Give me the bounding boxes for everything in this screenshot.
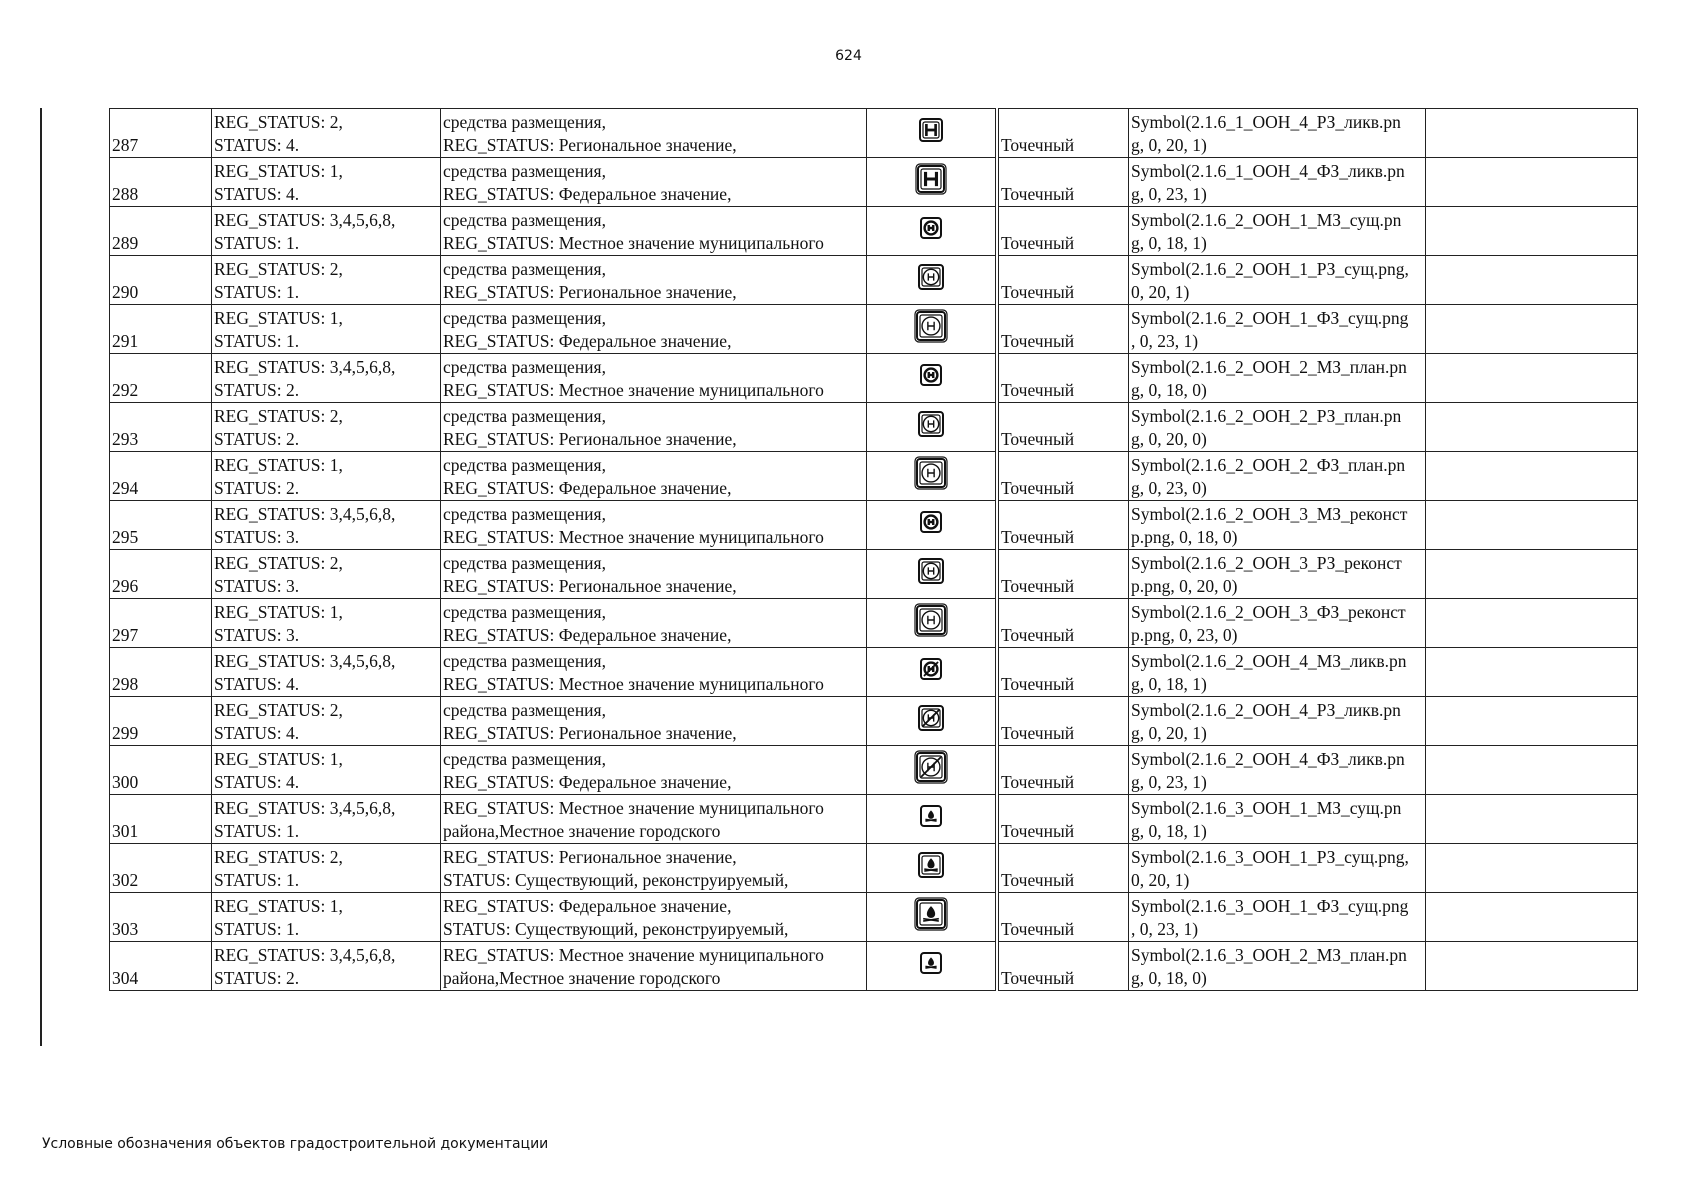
lodging-reconstructed-regional-icon [915, 555, 947, 593]
description-line-1: средства размещения, [443, 259, 606, 279]
description-line-2: REG_STATUS: Региональное значение, [443, 576, 737, 596]
row-number: 290 [110, 256, 212, 305]
geometry-type: Точечный [999, 942, 1129, 991]
lodging-existing-federal-icon [913, 308, 949, 350]
condition-cell [212, 207, 441, 256]
empty-cell [1426, 305, 1638, 354]
condition-line-2: STATUS: 1. [214, 233, 300, 253]
lodging-liquidated-regional-icon [915, 702, 947, 740]
description-line-2: STATUS: Существующий, реконструируемый, [443, 919, 789, 939]
symbol-function-line-2: 0, 20, 1) [1131, 282, 1190, 302]
symbol-cell [867, 256, 996, 305]
symbol-cell [867, 648, 996, 697]
description-line-1: средства размещения, [443, 161, 606, 181]
description-cell [441, 746, 867, 795]
row-number: 304 [110, 942, 212, 991]
empty-cell [1426, 697, 1638, 746]
description-line-2: REG_STATUS: Федеральное значение, [443, 478, 732, 498]
symbol-function-line-1: Symbol(2.1.6_3_ООН_1_ФЗ_сущ.png [1131, 896, 1409, 916]
hotel-liquidated-federal-icon [914, 162, 948, 202]
table-row [110, 109, 1638, 158]
condition-line-1: REG_STATUS: 1, [214, 896, 343, 916]
condition-line-2: STATUS: 4. [214, 184, 300, 204]
symbol-legend-table [109, 108, 1638, 991]
condition-line-2: STATUS: 4. [214, 723, 300, 743]
condition-line-1: REG_STATUS: 2, [214, 406, 343, 426]
empty-cell [1426, 844, 1638, 893]
symbol-cell [867, 746, 996, 795]
description-line-1: средства размещения, [443, 357, 606, 377]
symbol-function-line-1: Symbol(2.1.6_2_ООН_2_РЗ_план.pn [1131, 406, 1402, 426]
description-line-2: REG_STATUS: Региональное значение, [443, 282, 737, 302]
symbol-function-line-2: , 0, 23, 1) [1131, 331, 1199, 351]
row-number: 292 [110, 354, 212, 403]
geometry-type: Точечный [999, 893, 1129, 942]
table-row [110, 648, 1638, 697]
description-line-2: REG_STATUS: Федеральное значение, [443, 184, 732, 204]
description-cell [441, 158, 867, 207]
geometry-type: Точечный [999, 158, 1129, 207]
symbol-function-line-1: Symbol(2.1.6_2_ООН_2_ФЗ_план.pn [1131, 455, 1406, 475]
row-number: 293 [110, 403, 212, 452]
geometry-type: Точечный [999, 795, 1129, 844]
description-cell [441, 501, 867, 550]
camp-planned-local-icon [917, 949, 945, 983]
symbol-cell [867, 697, 996, 746]
symbol-function-line-1: Symbol(2.1.6_3_ООН_1_РЗ_сущ.png, [1131, 847, 1409, 867]
condition-line-1: REG_STATUS: 3,4,5,6,8, [214, 504, 396, 524]
empty-cell [1426, 501, 1638, 550]
table-row [110, 893, 1638, 942]
description-line-2: STATUS: Существующий, реконструируемый, [443, 870, 789, 890]
symbol-cell [867, 893, 996, 942]
empty-cell [1426, 158, 1638, 207]
condition-cell [212, 795, 441, 844]
empty-cell [1426, 893, 1638, 942]
description-cell [441, 942, 867, 991]
condition-cell [212, 501, 441, 550]
table-row [110, 403, 1638, 452]
symbol-function-line-2: р.png, 0, 23, 0) [1131, 625, 1238, 645]
camp-existing-federal-icon [913, 896, 949, 938]
symbol-cell [867, 354, 996, 403]
description-cell [441, 893, 867, 942]
geometry-type: Точечный [999, 697, 1129, 746]
geometry-type: Точечный [999, 844, 1129, 893]
row-number: 294 [110, 452, 212, 501]
lodging-reconstructed-federal-icon [913, 602, 949, 644]
geometry-type: Точечный [999, 109, 1129, 158]
description-line-1: средства размещения, [443, 602, 606, 622]
row-number: 302 [110, 844, 212, 893]
table-row [110, 599, 1638, 648]
table-row [110, 501, 1638, 550]
empty-cell [1426, 550, 1638, 599]
symbol-function-cell [1129, 158, 1426, 207]
row-number: 287 [110, 109, 212, 158]
symbol-function-line-2: g, 0, 20, 0) [1131, 429, 1207, 449]
table-row [110, 942, 1638, 991]
condition-line-1: REG_STATUS: 2, [214, 700, 343, 720]
empty-cell [1426, 648, 1638, 697]
document-footer: Условные обозначения объектов градостроительной документации [42, 1136, 549, 1152]
symbol-function-line-2: g, 0, 18, 0) [1131, 380, 1207, 400]
symbol-function-cell [1129, 207, 1426, 256]
row-number: 299 [110, 697, 212, 746]
description-line-1: REG_STATUS: Федеральное значение, [443, 896, 732, 916]
symbol-function-line-2: р.png, 0, 20, 0) [1131, 576, 1238, 596]
condition-cell [212, 697, 441, 746]
symbol-function-line-1: Symbol(2.1.6_1_ООН_4_РЗ_ликв.pn [1131, 112, 1401, 132]
condition-cell [212, 354, 441, 403]
condition-line-2: STATUS: 3. [214, 576, 300, 596]
condition-line-2: STATUS: 2. [214, 429, 300, 449]
condition-line-1: REG_STATUS: 2, [214, 553, 343, 573]
row-number: 289 [110, 207, 212, 256]
symbol-function-cell [1129, 354, 1426, 403]
symbol-function-line-1: Symbol(2.1.6_1_ООН_4_ФЗ_ликв.pn [1131, 161, 1405, 181]
condition-cell [212, 403, 441, 452]
description-line-2: REG_STATUS: Федеральное значение, [443, 331, 732, 351]
condition-line-1: REG_STATUS: 1, [214, 455, 343, 475]
table-row [110, 795, 1638, 844]
description-line-1: средства размещения, [443, 455, 606, 475]
symbol-function-line-1: Symbol(2.1.6_2_ООН_1_ФЗ_сущ.png [1131, 308, 1409, 328]
condition-cell [212, 599, 441, 648]
symbol-function-line-1: Symbol(2.1.6_2_ООН_4_ФЗ_ликв.pn [1131, 749, 1405, 769]
description-cell [441, 599, 867, 648]
empty-cell [1426, 942, 1638, 991]
condition-line-2: STATUS: 1. [214, 870, 300, 890]
description-line-2: REG_STATUS: Региональное значение, [443, 135, 737, 155]
condition-line-2: STATUS: 1. [214, 331, 300, 351]
lodging-planned-regional-icon [915, 408, 947, 446]
symbol-function-line-2: g, 0, 20, 1) [1131, 135, 1207, 155]
symbol-function-cell [1129, 746, 1426, 795]
symbol-function-cell [1129, 599, 1426, 648]
symbol-function-cell [1129, 109, 1426, 158]
condition-cell [212, 893, 441, 942]
condition-line-1: REG_STATUS: 1, [214, 749, 343, 769]
geometry-type: Точечный [999, 501, 1129, 550]
lodging-liquidated-federal-icon [913, 749, 949, 791]
description-cell [441, 648, 867, 697]
description-cell [441, 452, 867, 501]
symbol-function-cell [1129, 256, 1426, 305]
description-line-1: REG_STATUS: Местное значение муниципального [443, 798, 824, 818]
description-line-1: средства размещения, [443, 112, 606, 132]
symbol-function-cell [1129, 697, 1426, 746]
condition-line-1: REG_STATUS: 3,4,5,6,8, [214, 651, 396, 671]
condition-line-1: REG_STATUS: 3,4,5,6,8, [214, 798, 396, 818]
table-row [110, 844, 1638, 893]
description-cell [441, 207, 867, 256]
empty-cell [1426, 109, 1638, 158]
symbol-cell [867, 844, 996, 893]
symbol-cell [867, 550, 996, 599]
condition-cell [212, 256, 441, 305]
symbol-cell [867, 452, 996, 501]
row-number: 303 [110, 893, 212, 942]
condition-line-2: STATUS: 4. [214, 772, 300, 792]
symbol-function-line-1: Symbol(2.1.6_2_ООН_2_МЗ_план.pn [1131, 357, 1407, 377]
empty-cell [1426, 795, 1638, 844]
row-number: 300 [110, 746, 212, 795]
row-number: 301 [110, 795, 212, 844]
empty-cell [1426, 354, 1638, 403]
row-number: 295 [110, 501, 212, 550]
symbol-function-line-2: g, 0, 23, 1) [1131, 184, 1207, 204]
description-line-1: средства размещения, [443, 210, 606, 230]
symbol-function-cell [1129, 893, 1426, 942]
geometry-type: Точечный [999, 403, 1129, 452]
condition-line-1: REG_STATUS: 3,4,5,6,8, [214, 945, 396, 965]
description-cell [441, 550, 867, 599]
condition-line-1: REG_STATUS: 1, [214, 161, 343, 181]
symbol-function-line-1: Symbol(2.1.6_2_ООН_1_МЗ_сущ.pn [1131, 210, 1402, 230]
symbol-cell [867, 305, 996, 354]
table-row [110, 305, 1638, 354]
symbol-cell [867, 109, 996, 158]
symbol-cell [867, 158, 996, 207]
symbol-function-line-2: g, 0, 23, 0) [1131, 478, 1207, 498]
camp-existing-regional-icon [915, 849, 947, 887]
symbol-function-line-2: g, 0, 20, 1) [1131, 723, 1207, 743]
symbol-function-cell [1129, 844, 1426, 893]
condition-cell [212, 109, 441, 158]
description-line-2: REG_STATUS: Местное значение муниципального [443, 380, 824, 400]
page-number: 624 [835, 48, 862, 64]
condition-line-2: STATUS: 3. [214, 625, 300, 645]
description-cell [441, 109, 867, 158]
table-row [110, 207, 1638, 256]
symbol-function-line-2: g, 0, 18, 0) [1131, 968, 1207, 988]
empty-cell [1426, 256, 1638, 305]
condition-line-2: STATUS: 2. [214, 478, 300, 498]
symbol-function-cell [1129, 403, 1426, 452]
row-number: 288 [110, 158, 212, 207]
condition-line-2: STATUS: 1. [214, 821, 300, 841]
table-row [110, 697, 1638, 746]
lodging-existing-regional-icon [915, 261, 947, 299]
condition-line-1: REG_STATUS: 2, [214, 259, 343, 279]
geometry-type: Точечный [999, 550, 1129, 599]
condition-cell [212, 550, 441, 599]
description-line-1: средства размещения, [443, 406, 606, 426]
table-row [110, 452, 1638, 501]
description-cell [441, 403, 867, 452]
condition-cell [212, 844, 441, 893]
row-number: 296 [110, 550, 212, 599]
condition-line-2: STATUS: 2. [214, 380, 300, 400]
condition-line-2: STATUS: 3. [214, 527, 300, 547]
table-row [110, 550, 1638, 599]
condition-cell [212, 158, 441, 207]
lodging-existing-local-icon [917, 214, 945, 248]
geometry-type: Точечный [999, 256, 1129, 305]
geometry-type: Точечный [999, 354, 1129, 403]
description-line-2: REG_STATUS: Местное значение муниципального [443, 233, 824, 253]
symbol-function-line-1: Symbol(2.1.6_2_ООН_4_МЗ_ликв.pn [1131, 651, 1407, 671]
description-cell [441, 795, 867, 844]
description-line-1: средства размещения, [443, 749, 606, 769]
symbol-cell [867, 207, 996, 256]
condition-cell [212, 942, 441, 991]
lodging-liquidated-local-icon [917, 655, 945, 689]
description-line-1: REG_STATUS: Региональное значение, [443, 847, 737, 867]
symbol-function-cell [1129, 648, 1426, 697]
condition-cell [212, 452, 441, 501]
symbol-function-cell [1129, 452, 1426, 501]
condition-cell [212, 648, 441, 697]
table-row [110, 354, 1638, 403]
description-line-1: средства размещения, [443, 308, 606, 328]
empty-cell [1426, 746, 1638, 795]
description-line-1: средства размещения, [443, 553, 606, 573]
description-line-2: REG_STATUS: Региональное значение, [443, 723, 737, 743]
description-line-2: района,Местное значение городского [443, 821, 721, 841]
geometry-type: Точечный [999, 648, 1129, 697]
symbol-function-line-1: Symbol(2.1.6_2_ООН_3_МЗ_реконст [1131, 504, 1408, 524]
lodging-planned-federal-icon [913, 455, 949, 497]
left-margin-line [40, 108, 42, 1046]
table-row [110, 746, 1638, 795]
symbol-cell [867, 501, 996, 550]
description-cell [441, 305, 867, 354]
geometry-type: Точечный [999, 305, 1129, 354]
symbol-function-line-1: Symbol(2.1.6_2_ООН_4_РЗ_ликв.pn [1131, 700, 1401, 720]
row-number: 298 [110, 648, 212, 697]
lodging-reconstructed-local-icon [917, 508, 945, 542]
geometry-type: Точечный [999, 599, 1129, 648]
symbol-function-line-2: g, 0, 18, 1) [1131, 233, 1207, 253]
symbol-function-cell [1129, 550, 1426, 599]
condition-cell [212, 746, 441, 795]
symbol-cell [867, 795, 996, 844]
condition-line-2: STATUS: 4. [214, 674, 300, 694]
symbol-function-cell [1129, 501, 1426, 550]
description-line-1: REG_STATUS: Местное значение муниципального [443, 945, 824, 965]
symbol-function-line-1: Symbol(2.1.6_3_ООН_1_МЗ_сущ.pn [1131, 798, 1402, 818]
description-line-2: REG_STATUS: Региональное значение, [443, 429, 737, 449]
symbol-function-line-2: р.png, 0, 18, 0) [1131, 527, 1238, 547]
condition-line-1: REG_STATUS: 3,4,5,6,8, [214, 357, 396, 377]
row-number: 291 [110, 305, 212, 354]
empty-cell [1426, 207, 1638, 256]
symbol-cell [867, 403, 996, 452]
description-cell [441, 354, 867, 403]
symbol-function-line-1: Symbol(2.1.6_2_ООН_3_ФЗ_реконст [1131, 602, 1406, 622]
symbol-function-line-1: Symbol(2.1.6_2_ООН_1_РЗ_сущ.png, [1131, 259, 1409, 279]
geometry-type: Точечный [999, 746, 1129, 795]
description-cell [441, 844, 867, 893]
description-line-2: REG_STATUS: Федеральное значение, [443, 772, 732, 792]
symbol-function-line-2: 0, 20, 1) [1131, 870, 1190, 890]
symbol-function-line-1: Symbol(2.1.6_2_ООН_3_РЗ_реконст [1131, 553, 1402, 573]
description-line-2: REG_STATUS: Местное значение муниципального [443, 674, 824, 694]
condition-line-2: STATUS: 1. [214, 282, 300, 302]
description-line-2: района,Местное значение городского [443, 968, 721, 988]
symbol-function-line-1: Symbol(2.1.6_3_ООН_2_МЗ_план.pn [1131, 945, 1407, 965]
empty-cell [1426, 452, 1638, 501]
description-line-2: REG_STATUS: Местное значение муниципального [443, 527, 824, 547]
symbol-cell [867, 599, 996, 648]
table-row [110, 256, 1638, 305]
row-number: 297 [110, 599, 212, 648]
symbol-function-cell [1129, 795, 1426, 844]
hotel-liquidated-regional-icon [916, 115, 946, 151]
condition-line-2: STATUS: 2. [214, 968, 300, 988]
description-line-2: REG_STATUS: Федеральное значение, [443, 625, 732, 645]
condition-line-2: STATUS: 1. [214, 919, 300, 939]
description-line-1: средства размещения, [443, 651, 606, 671]
symbol-function-line-2: g, 0, 18, 1) [1131, 674, 1207, 694]
condition-line-1: REG_STATUS: 2, [214, 847, 343, 867]
empty-cell [1426, 403, 1638, 452]
description-cell [441, 256, 867, 305]
camp-existing-local-icon [917, 802, 945, 836]
description-cell [441, 697, 867, 746]
condition-line-1: REG_STATUS: 1, [214, 308, 343, 328]
symbol-function-line-2: g, 0, 18, 1) [1131, 821, 1207, 841]
symbol-function-cell [1129, 942, 1426, 991]
geometry-type: Точечный [999, 207, 1129, 256]
symbol-function-line-2: g, 0, 23, 1) [1131, 772, 1207, 792]
condition-cell [212, 305, 441, 354]
empty-cell [1426, 599, 1638, 648]
geometry-type: Точечный [999, 452, 1129, 501]
symbol-cell [867, 942, 996, 991]
condition-line-2: STATUS: 4. [214, 135, 300, 155]
symbol-function-cell [1129, 305, 1426, 354]
condition-line-1: REG_STATUS: 2, [214, 112, 343, 132]
condition-line-1: REG_STATUS: 1, [214, 602, 343, 622]
symbol-function-line-2: , 0, 23, 1) [1131, 919, 1199, 939]
table-row [110, 158, 1638, 207]
condition-line-1: REG_STATUS: 3,4,5,6,8, [214, 210, 396, 230]
lodging-planned-local-icon [917, 361, 945, 395]
description-line-1: средства размещения, [443, 700, 606, 720]
description-line-1: средства размещения, [443, 504, 606, 524]
